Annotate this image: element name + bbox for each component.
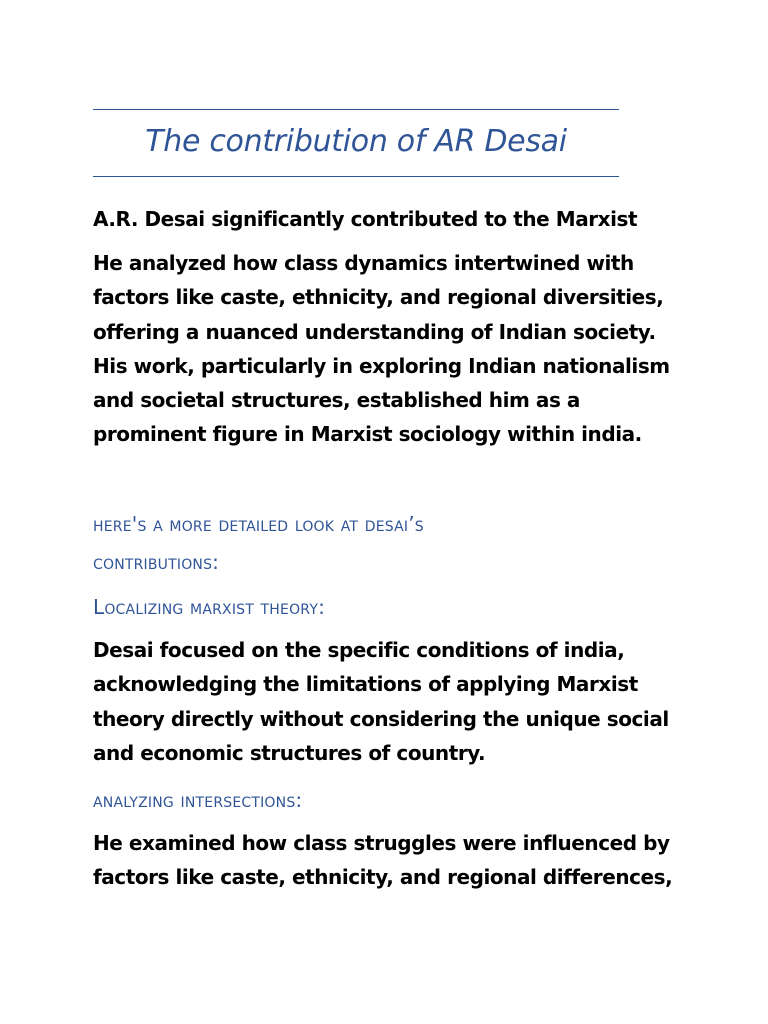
- intro-sentence: A.R. Desai significantly contributed to the Marxist: [93, 207, 638, 231]
- title-bottom-rule: [93, 176, 619, 177]
- paragraph-line: acknowledging the limitations of applying Marxist: [93, 672, 638, 697]
- paragraph-line: theory directly without considering the unique social: [93, 706, 669, 731]
- paragraph-analysis: [93, 246, 673, 452]
- paragraph-line: and economic structures of country.: [93, 740, 486, 765]
- paragraph-line: factors like caste, ethnicity, and regional diversities,: [93, 285, 664, 310]
- paragraph-line: factors like caste, ethnicity, and regional differences,: [93, 865, 673, 890]
- heading-detailed-look: [93, 505, 673, 581]
- paragraph-line: He examined how class struggles were influenced by: [93, 831, 670, 855]
- heading-line: here's a more detailed look at desai’s: [93, 512, 424, 536]
- paragraph-localizing: [93, 633, 673, 770]
- heading-analyzing-intersections: analyzing intersections:: [93, 788, 303, 812]
- paragraph-line: and societal structures, established him as a: [93, 388, 580, 413]
- title-top-rule: [93, 109, 619, 110]
- paragraph-line: His work, particularly in exploring Indian nationalism: [93, 353, 670, 378]
- paragraph-intersections: [93, 826, 673, 895]
- heading-line: contributions:: [93, 550, 220, 574]
- page-title: The contribution of AR Desai: [145, 124, 567, 159]
- paragraph-line: He analyzed how class dynamics intertwined with: [93, 251, 634, 275]
- paragraph-line: prominent figure in Marxist sociology within india.: [93, 422, 642, 447]
- title-block: [93, 109, 619, 177]
- paragraph-line: offering a nuanced understanding of Indian society.: [93, 319, 656, 344]
- heading-localizing-marxist-theory: Localizing marxist theory:: [93, 595, 326, 619]
- paragraph-line: Desai focused on the specific conditions of india,: [93, 638, 625, 662]
